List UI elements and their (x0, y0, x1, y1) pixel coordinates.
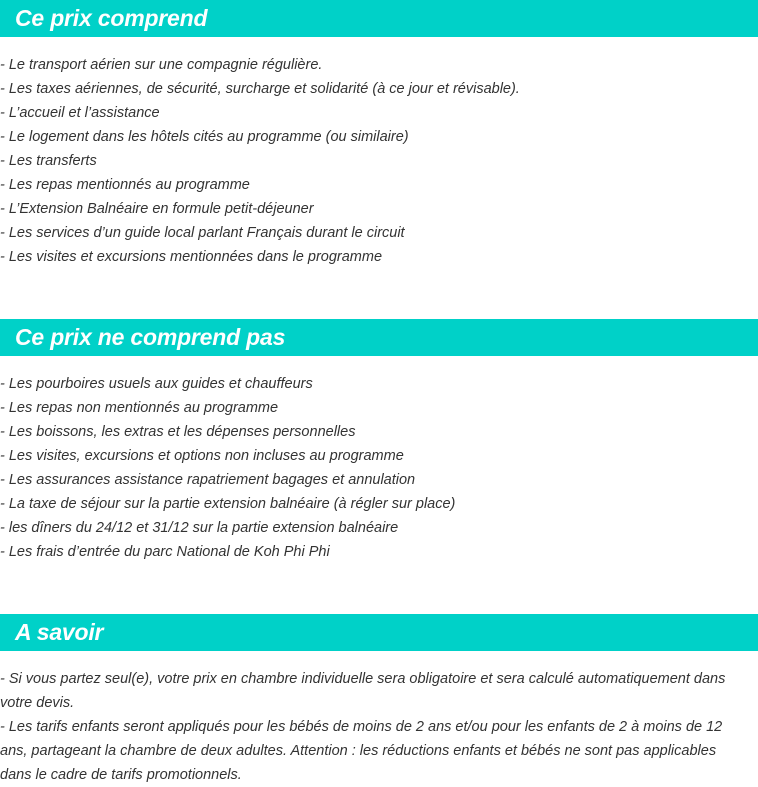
section-title: A savoir (15, 619, 104, 645)
list-item: - Les repas non mentionnés au programme (0, 400, 279, 416)
section-good-to-know (0, 614, 758, 787)
info-paragraphs (0, 667, 758, 787)
list-item: - Le transport aérien sur une compagnie régulière. (0, 57, 323, 73)
list-item: - Les visites et excursions mentionnées dans le programme (0, 249, 383, 265)
list-item: - Les pourboires usuels aux guides et chauffeurs (0, 376, 313, 392)
section-title: Ce prix ne comprend pas (15, 324, 286, 350)
section-price-includes (0, 0, 758, 269)
list-item: - Les services d’un guide local parlant Français durant le circuit (0, 225, 405, 241)
section-title: Ce prix comprend (15, 5, 208, 31)
list-item: - Les taxes aériennes, de sécurité, surcharge et solidarité (à ce jour et révisable). (0, 81, 520, 97)
section-price-excludes (0, 319, 758, 564)
list-item: - Le logement dans les hôtels cités au programme (ou similaire) (0, 129, 409, 145)
list-item: - Les repas mentionnés au programme (0, 177, 250, 193)
list-item: - Les visites, excursions et options non incluses au programme (0, 448, 404, 464)
section-header (0, 319, 758, 356)
section-header (0, 0, 758, 37)
includes-list (0, 53, 758, 269)
list-item: - La taxe de séjour sur la partie extension balnéaire (à régler sur place) (0, 496, 456, 512)
list-item: - Les assurances assistance rapatriement bagages et annulation (0, 472, 416, 488)
info-paragraph: - Si vous partez seul(e), votre prix en chambre individuelle sera obligatoire et sera calculé automatiquement dans votre devis. (0, 671, 726, 711)
section-header (0, 614, 758, 651)
excludes-list (0, 372, 758, 564)
list-item: - les dîners du 24/12 et 31/12 sur la partie extension balnéaire (0, 520, 399, 536)
info-paragraph: - Les tarifs enfants seront appliqués pour les bébés de moins de 2 ans et/ou pour les enfants de 2 à moins de 12 ans, partageant la chambre de deux adultes. Attention : les réductions enfants et bébés ne sont pas applicables dans le cadre de tarifs promotionnels. (0, 719, 723, 783)
list-item: - Les boissons, les extras et les dépenses personnelles (0, 424, 356, 440)
list-item: - Les transferts (0, 153, 97, 169)
list-item: - Les frais d’entrée du parc National de Koh Phi Phi (0, 544, 330, 560)
list-item: - L’Extension Balnéaire en formule petit-déjeuner (0, 201, 314, 217)
list-item: - L’accueil et l’assistance (0, 105, 160, 121)
